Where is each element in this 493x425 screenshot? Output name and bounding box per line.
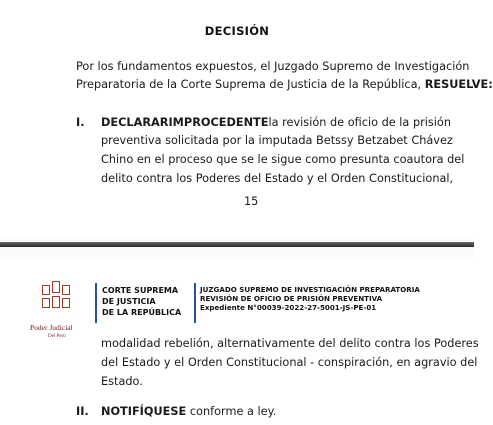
- item-2-rest: conforme a ley.: [186, 405, 277, 418]
- logo-text-sub: Del Perú: [48, 334, 66, 339]
- page-gap: [0, 237, 474, 257]
- resuelve-label: RESUELVE:: [424, 78, 493, 91]
- item-1-number: I.: [76, 116, 85, 129]
- decision-heading: DECISIÓN: [204, 24, 270, 38]
- court-line-3: DE LA REPÚBLICA: [102, 308, 182, 317]
- item-1-line-1: [101, 116, 451, 130]
- juzgado-line-2: REVISIÓN DE OFICIO DE PRISIÓN PREVENTIVA: [200, 294, 383, 303]
- item-1-line-1-rest: la revisión de oficio de la prisión: [268, 116, 451, 129]
- continuation-line-2: del Estado y el Orden Constitucional - conspiración, en agravio del: [101, 356, 478, 369]
- improcedente-label: IMPROCEDENTE: [168, 116, 269, 129]
- intro-line-2: [76, 78, 493, 92]
- item-1-line-4: delito contra los Poderes del Estado y el Orden Constitucional,: [101, 172, 454, 185]
- continuation-line-1: modalidad rebelión, alternativamente del delito contra los Poderes: [101, 337, 479, 350]
- intro-line-2-text: Preparatoria de la Corte Suprema de Justicia de la República,: [76, 78, 425, 91]
- logo-text-main: Poder Judicial: [30, 323, 73, 332]
- header-rule-left: [95, 283, 97, 323]
- juzgado-line-1: JUZGADO SUPREMO DE INVESTIGACIÓN PREPARATORIA: [200, 285, 420, 294]
- item-2-number: II.: [76, 405, 89, 418]
- court-line-2: DE JUSTICIA: [102, 297, 156, 306]
- court-line-1: CORTE SUPREMA: [102, 286, 179, 295]
- page-number: 15: [244, 195, 259, 208]
- header-rule-right: [194, 283, 196, 323]
- page-separator: [0, 242, 474, 247]
- item-1-line-3: Chino en el proceso que se le sigue como presunta coautora del: [101, 153, 465, 166]
- poder-judicial-logo-icon: [38, 281, 74, 319]
- intro-line-1: Por los fundamentos expuestos, el Juzgado Supremo de Investigación: [76, 60, 470, 73]
- notifiquese-label: NOTIFÍQUESE: [101, 405, 187, 418]
- item-2-line: [101, 405, 276, 419]
- expediente-line: Expediente N°00039-2022-27-5001-JS-PE-01: [200, 303, 377, 312]
- item-1-line-2: preventiva solicitada por la imputada Betssy Betzabet Chávez: [101, 134, 453, 147]
- continuation-line-3: Estado.: [101, 375, 143, 388]
- declarar-label: DECLARAR: [101, 116, 169, 129]
